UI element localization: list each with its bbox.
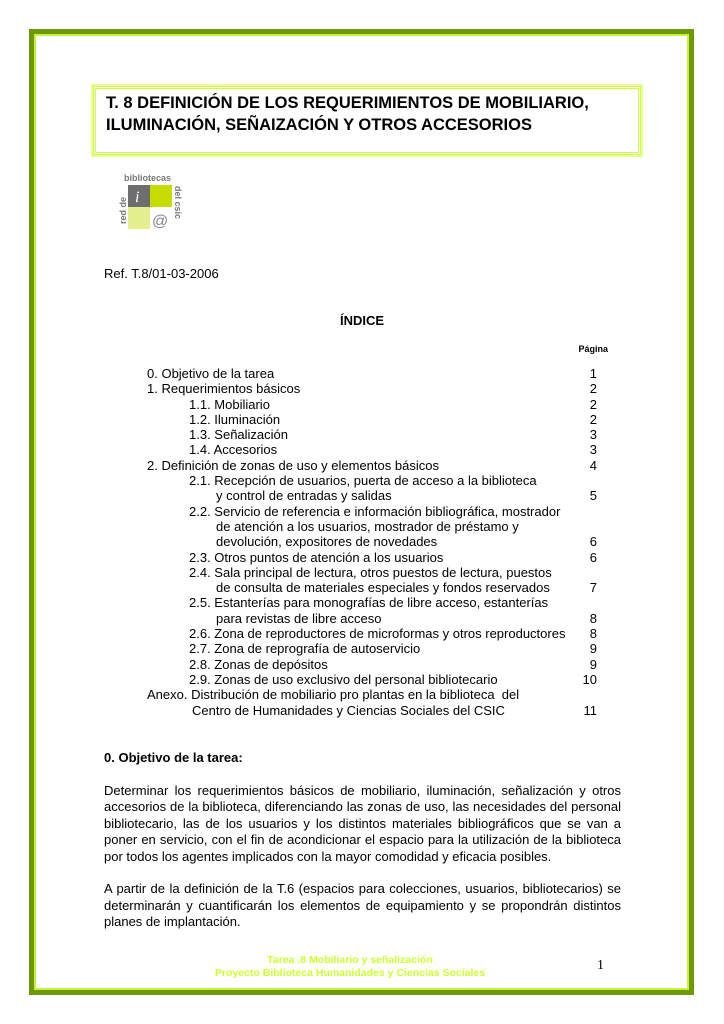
toc-entry[interactable] [147,595,597,610]
toc-entry-title: 2.8. Zonas de depósitos [189,656,328,672]
index-title: ÍNDICE [339,313,385,328]
footer-line: Proyecto Biblioteca Humanidades y Ciencias Sociales [214,966,486,979]
toc-entry-title: 2.1. Recepción de usuarios, puerta de acceso a la biblioteca [189,473,537,489]
logo-at: @ [152,213,169,230]
toc-entry[interactable] [147,381,597,396]
toc-entry-page: 2 [589,411,597,427]
logo-i: i [135,189,140,206]
title-box [93,86,641,155]
toc-entry-title: de consulta de materiales especiales y fondos reservados [216,580,550,596]
toc-entry-page: 6 [589,549,597,565]
toc-entry-title: 1.4. Accesorios [189,442,278,458]
toc-entry[interactable] [147,458,597,473]
toc-entry-title: 2.5. Estanterías para monografías de libre acceso, estanterías [189,595,549,611]
toc-entry-page: 4 [589,457,597,473]
toc-entry-page: 1 [589,366,597,381]
toc-entry-page: 7 [589,580,597,596]
footer [180,954,520,979]
toc-entry[interactable] [147,442,597,457]
toc-entry-page: 9 [589,656,597,672]
toc-entry-page: 8 [589,626,597,642]
toc-entry[interactable] [147,657,597,672]
toc-entry-title: 2.4. Sala principal de lectura, otros puestos de lectura, puestos [189,564,552,580]
toc-entry-title: 1.3. Señalización [189,427,289,443]
logo-text-right: del csic [173,186,183,220]
toc-entry-title: 2.6. Zona de reproductores de microformas y otros reproductores [189,626,566,642]
toc-entry[interactable] [147,703,597,718]
toc-entry[interactable] [147,641,597,656]
toc-entry-page: 11 [583,702,597,718]
toc-entry[interactable] [147,519,597,534]
toc-entry-title: para revistas de libre acceso [216,610,382,626]
toc-entry-page: 2 [589,381,597,397]
logo-text-top: bibliotecas [124,173,172,183]
toc-entry[interactable] [147,504,597,519]
toc-entry[interactable] [147,412,597,427]
logo-text-left: red de [118,196,128,224]
toc-entry[interactable] [147,488,597,503]
toc-entry-page: 9 [589,641,597,657]
page-number: 1 [597,958,604,973]
toc-entry[interactable] [147,550,597,565]
document-body [104,750,621,947]
toc-entry-title: 1. Requerimientos básicos [147,381,301,397]
toc-entry-title: 2.2. Servicio de referencia e información bibliográfica, mostrador [189,503,561,519]
toc-entry-page: 2 [589,396,597,412]
toc-entry-title: 0. Objetivo de la tarea [147,366,275,381]
toc-entry-page: 3 [589,442,597,458]
toc-entry[interactable] [147,672,597,687]
toc-entry-page: 3 [589,427,597,443]
table-of-contents [147,366,597,718]
page-column-header: Página [578,344,608,354]
document-title: T. 8 DEFINICIÓN DE LOS REQUERIMIENTOS DE MOBILIARIO, ILUMINACIÓN, SEÑAIZACIÓN Y OTROS ACCESORIOS [106,94,589,134]
reference: Ref. T.8/01-03-2006 [104,266,219,281]
toc-entry-title: de atención a los usuarios, mostrador de préstamo y [216,518,519,534]
toc-entry-page: 8 [589,610,597,626]
toc-entry-title: 2.7. Zona de reprografía de autoservicio [189,641,421,657]
toc-entry-title: y control de entradas y salidas [216,488,392,504]
toc-entry[interactable] [147,534,597,549]
toc-entry-page: 6 [589,534,597,550]
toc-entry-title: 2.3. Otros puntos de atención a los usuarios [189,549,444,565]
toc-entry[interactable] [147,397,597,412]
toc-entry[interactable] [147,565,597,580]
toc-entry-title: 2. Definición de zonas de uso y elementos básicos [147,457,439,473]
toc-entry-title: devolución, expositores de novedades [216,534,438,550]
paragraph: A partir de la definición de la T.6 (espacios para colecciones, usuarios, bibliotecarios) se determinarán y cuantificarán los elementos de equipamiento y se propondrán distintos planes de implantación. [104,881,621,929]
toc-entry-page: 5 [589,488,597,504]
toc-entry[interactable] [147,626,597,641]
toc-entry[interactable] [147,473,597,488]
toc-entry-title: 2.9. Zonas de uso exclusivo del personal bibliotecario [189,671,498,687]
toc-entry[interactable] [147,427,597,442]
toc-entry-page: 10 [582,671,597,687]
toc-entry[interactable] [147,366,597,381]
toc-entry-title: Centro de Humanidades y Ciencias Sociales del CSIC [192,702,505,718]
section-heading: 0. Objetivo de la tarea: [104,750,243,765]
toc-entry[interactable] [147,611,597,626]
toc-entry[interactable] [147,687,597,702]
red-bibliotecas-csic-logo [118,172,188,234]
paragraph: Determinar los requerimientos básicos de mobiliario, iluminación, señalización y otros accesorios de la biblioteca, diferenciando las zonas de uso, las necesidades del personal bibliotecario, las de los usuarios y los distintos materiales bibliográficos que se van a poner en servicio, con el fin de acondicionar el espacio para la utilización de la biblioteca por todos los agentes implicados con la mayor comodidad y eficacia posibles. [104,782,621,864]
toc-entry-title: 1.2. Iluminación [189,411,281,427]
toc-entry-title: Anexo. Distribución de mobiliario pro plantas en la biblioteca del [147,687,520,703]
footer-line: Tarea .8 Mobiliario y señalización [267,954,433,966]
toc-entry[interactable] [147,580,597,595]
toc-entry-title: 1.1. Mobiliario [189,396,270,412]
